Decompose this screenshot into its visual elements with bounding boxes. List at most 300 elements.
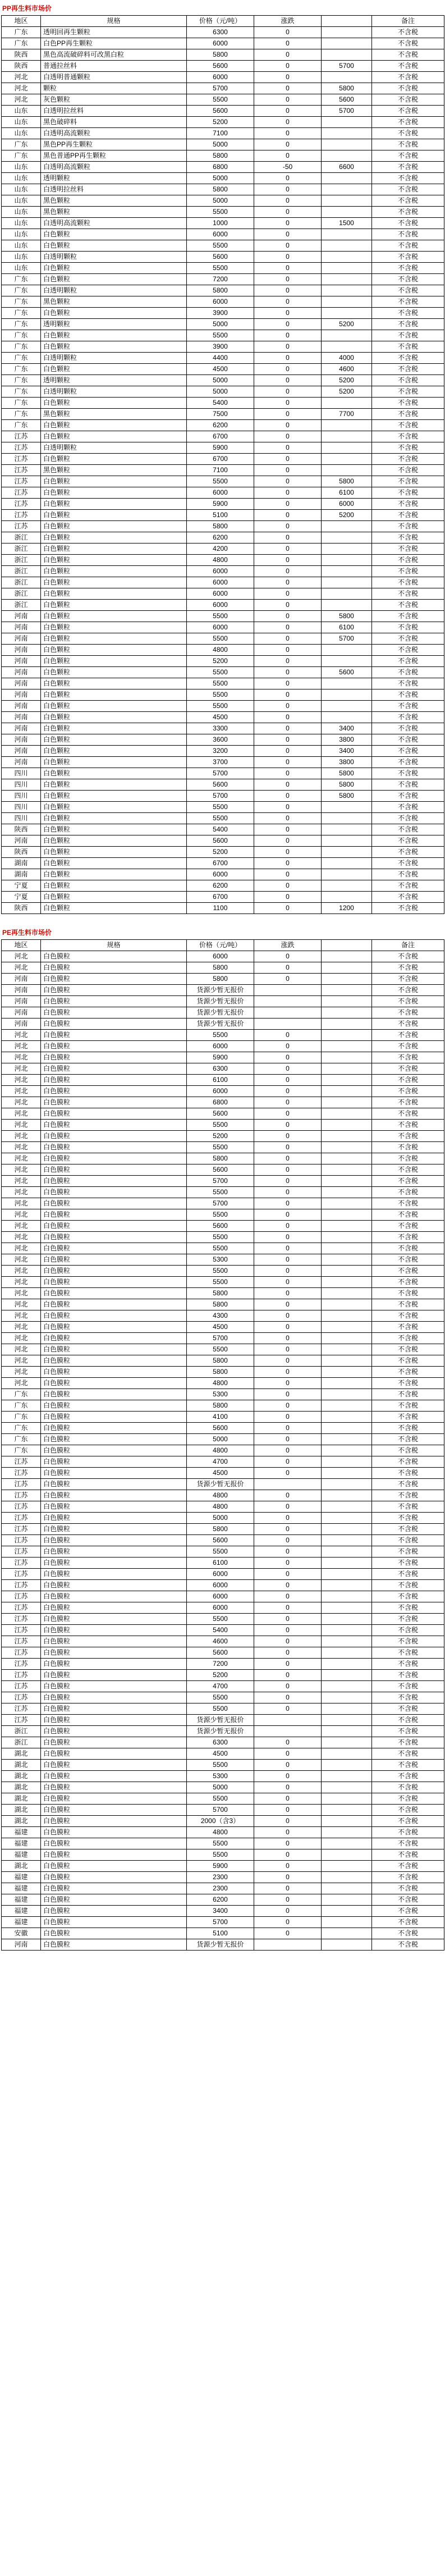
table-cell: 广东 [2, 375, 41, 386]
table-cell: 白色颗粒 [41, 454, 187, 465]
table-cell: 6000 [187, 1602, 254, 1614]
table-cell: 白色膜粒 [41, 1883, 187, 1894]
table-cell: 不含税 [372, 1479, 444, 1490]
table-cell: 5600 [187, 61, 254, 72]
table-cell: 0 [254, 678, 322, 689]
table-row [2, 229, 444, 240]
table-cell: 5500 [187, 1760, 254, 1771]
table-cell: 不含税 [372, 184, 444, 195]
table-cell [322, 1715, 372, 1726]
table-cell: 0 [254, 768, 322, 779]
table-cell: 5600 [187, 252, 254, 263]
table-cell: 广东 [2, 420, 41, 431]
table-cell: 不含税 [372, 1153, 444, 1164]
table-cell: 4500 [187, 1748, 254, 1760]
table-cell: 0 [254, 1838, 322, 1849]
table-cell: 5800 [187, 962, 254, 974]
table-cell [322, 1412, 372, 1423]
table-cell: 货源少暂无报价 [187, 985, 254, 996]
table-cell: 0 [254, 454, 322, 465]
table-cell: 河北 [2, 1333, 41, 1344]
table-cell: 0 [254, 38, 322, 49]
table-cell: 不含税 [372, 1715, 444, 1726]
table-row [2, 94, 444, 106]
table-cell: 湖南 [2, 869, 41, 880]
table-cell: 白色颗粒 [41, 734, 187, 746]
table-cell: 不含税 [372, 207, 444, 218]
table-cell: 不含税 [372, 409, 444, 420]
table-row [2, 117, 444, 128]
table-cell: 5500 [187, 1232, 254, 1243]
table-cell: 四川 [2, 813, 41, 824]
table-cell: 0 [254, 1254, 322, 1266]
table-cell: 0 [254, 1187, 322, 1198]
table-cell [322, 858, 372, 869]
table-cell: 白色膜粒 [41, 1063, 187, 1075]
table-cell [322, 813, 372, 824]
table-cell: 5500 [187, 330, 254, 341]
table-cell: 不含税 [372, 1277, 444, 1288]
table-cell: 不含税 [372, 667, 444, 678]
table-cell: 白色颗粒 [41, 869, 187, 880]
table-cell: 河北 [2, 1030, 41, 1041]
table-cell: 0 [254, 1221, 322, 1232]
table-row [2, 510, 444, 521]
table-cell: 0 [254, 1546, 322, 1558]
table-cell: 白色颗粒 [41, 521, 187, 532]
table-row [2, 49, 444, 61]
table-cell: 货源少暂无报价 [187, 996, 254, 1007]
table-cell: 0 [254, 951, 322, 962]
table-cell: 白色膜粒 [41, 1198, 187, 1209]
table-cell: 浙江 [2, 588, 41, 600]
table-cell: 3200 [187, 746, 254, 757]
table-cell: 0 [254, 499, 322, 510]
table-cell: 5800 [322, 476, 372, 487]
table-cell: 白色膜粒 [41, 1322, 187, 1333]
table-cell [322, 1703, 372, 1715]
table-row [2, 1266, 444, 1277]
table-cell: 0 [254, 566, 322, 577]
table-cell: 0 [254, 588, 322, 600]
table-cell: 河北 [2, 1232, 41, 1243]
table-cell: 白色颗粒 [41, 577, 187, 588]
table-row [2, 858, 444, 869]
table-cell: 不含税 [372, 1816, 444, 1827]
table-cell: 白色膜粒 [41, 1625, 187, 1636]
table-row [2, 1625, 444, 1636]
column-header [322, 16, 372, 27]
table-cell: 0 [254, 869, 322, 880]
table-cell: 4000 [322, 353, 372, 364]
table-cell: 0 [254, 1288, 322, 1299]
table-cell: 不含税 [372, 1928, 444, 1939]
table-cell: 白色膜粒 [41, 1007, 187, 1018]
table-cell [322, 263, 372, 274]
table-cell [322, 1243, 372, 1254]
table-cell: 1200 [322, 903, 372, 914]
table-cell: 不含税 [372, 1434, 444, 1445]
table-row [2, 768, 444, 779]
table-cell: 4800 [187, 1490, 254, 1501]
table-row [2, 1412, 444, 1423]
table-cell [322, 1187, 372, 1198]
table-cell: 陕西 [2, 824, 41, 835]
table-cell: 0 [254, 94, 322, 106]
table-cell [322, 1816, 372, 1827]
table-cell: 6000 [187, 869, 254, 880]
table-cell: 白色膜粒 [41, 1164, 187, 1176]
table-cell [322, 1209, 372, 1221]
table-row [2, 1434, 444, 1445]
table-cell: 不含税 [372, 1861, 444, 1872]
table-cell: 5500 [187, 263, 254, 274]
table-cell: 7200 [187, 1659, 254, 1670]
table-cell: 白色膜粒 [41, 1591, 187, 1602]
table-cell: 5200 [187, 1670, 254, 1681]
table-cell: 江苏 [2, 1546, 41, 1558]
table-cell: 0 [254, 1883, 322, 1894]
table-cell: 不含税 [372, 162, 444, 173]
table-cell: 0 [254, 195, 322, 207]
table-cell: 河北 [2, 1153, 41, 1164]
table-row [2, 678, 444, 689]
table-cell: 不含税 [372, 1412, 444, 1423]
table-cell: 4800 [187, 1445, 254, 1456]
table-cell: 5500 [187, 633, 254, 645]
table-cell: 不含税 [372, 1299, 444, 1310]
table-cell: 0 [254, 1400, 322, 1412]
table-cell: 5600 [187, 1164, 254, 1176]
table-row [2, 1647, 444, 1659]
table-cell: 5700 [187, 1805, 254, 1816]
table-cell: 不含税 [372, 1760, 444, 1771]
table-cell: 0 [254, 1052, 322, 1063]
table-cell: 不含税 [372, 139, 444, 150]
table-cell: 白色膜粒 [41, 1939, 187, 1951]
table-cell: 白色膜粒 [41, 1906, 187, 1917]
table-cell: 不含税 [372, 543, 444, 555]
table-cell: 白色颗粒 [41, 633, 187, 645]
table-cell: 白色膜粒 [41, 1131, 187, 1142]
table-cell: 7200 [187, 274, 254, 285]
table-cell: 0 [254, 701, 322, 712]
table-cell: 0 [254, 1198, 322, 1209]
table-cell: 1500 [322, 218, 372, 229]
table-row [2, 139, 444, 150]
table-cell: 不含税 [372, 1558, 444, 1569]
table-cell: 白透明颗粒 [41, 353, 187, 364]
table-row [2, 1198, 444, 1209]
table-cell: 5500 [187, 1692, 254, 1703]
table-cell: 白色膜粒 [41, 1670, 187, 1681]
table-cell: 陕西 [2, 61, 41, 72]
table-cell: 0 [254, 1030, 322, 1041]
table-cell: 0 [254, 1917, 322, 1928]
table-cell: 0 [254, 1333, 322, 1344]
table-cell: 0 [254, 962, 322, 974]
table-cell [322, 431, 372, 442]
table-cell [322, 1153, 372, 1164]
table-cell: 不含税 [372, 308, 444, 319]
table-cell: 1000 [187, 218, 254, 229]
table-cell: 0 [254, 1266, 322, 1277]
table-cell: 不含税 [372, 1075, 444, 1086]
table-cell: 5500 [187, 1849, 254, 1861]
table-cell [322, 1378, 372, 1389]
table-cell [254, 1726, 322, 1737]
table-cell: 河南 [2, 985, 41, 996]
table-cell: 不含税 [372, 499, 444, 510]
table-cell: 0 [254, 892, 322, 903]
table-cell: 白色颗粒 [41, 678, 187, 689]
table-cell [322, 1805, 372, 1816]
table-row [2, 1041, 444, 1052]
table-cell [322, 1535, 372, 1546]
table-cell: 湖北 [2, 1793, 41, 1805]
table-cell: 6000 [187, 38, 254, 49]
table-cell: 0 [254, 1748, 322, 1760]
table-cell: 0 [254, 645, 322, 656]
table-cell: 不含税 [372, 1883, 444, 1894]
table-cell: 河北 [2, 1243, 41, 1254]
table-row [2, 791, 444, 802]
table-row [2, 1793, 444, 1805]
table-cell: 河北 [2, 72, 41, 83]
table-cell: 不含税 [372, 622, 444, 633]
table-cell: 不含税 [372, 588, 444, 600]
table-cell [322, 1647, 372, 1659]
table-cell: 不含税 [372, 1198, 444, 1209]
table-cell: 不含税 [372, 1030, 444, 1041]
table-cell: 5500 [187, 611, 254, 622]
table-cell: 不含税 [372, 757, 444, 768]
table-cell: 不含税 [372, 701, 444, 712]
table-cell: 白色膜粒 [41, 985, 187, 996]
table-cell: 0 [254, 1827, 322, 1838]
table-cell: 5700 [187, 1198, 254, 1209]
table-cell: 山东 [2, 252, 41, 263]
table-cell: 不含税 [372, 1086, 444, 1097]
table-row [2, 962, 444, 974]
table-cell: 不含税 [372, 1445, 444, 1456]
table-cell: 4400 [187, 353, 254, 364]
table-cell [322, 1423, 372, 1434]
table-cell [322, 701, 372, 712]
table-row [2, 1378, 444, 1389]
table-row [2, 1120, 444, 1131]
table-cell: 4500 [187, 1322, 254, 1333]
table-cell: 不含税 [372, 1602, 444, 1614]
table-cell: 5100 [187, 1928, 254, 1939]
table-cell: 不含税 [372, 791, 444, 802]
table-cell: 货源少暂无报价 [187, 1479, 254, 1490]
table-row [2, 1007, 444, 1018]
table-cell: 河南 [2, 678, 41, 689]
table-cell: 0 [254, 1299, 322, 1310]
table-cell [322, 824, 372, 835]
table-cell [322, 1400, 372, 1412]
table-row [2, 1670, 444, 1681]
table-cell: 0 [254, 974, 322, 985]
table-cell: 白色颗粒 [41, 364, 187, 375]
table-cell: 白色颗粒 [41, 757, 187, 768]
table-row [2, 296, 444, 308]
table-cell: 0 [254, 1456, 322, 1468]
table-cell: 5400 [187, 398, 254, 409]
table-cell [322, 27, 372, 38]
table-cell: 不含税 [372, 61, 444, 72]
table-cell: 0 [254, 409, 322, 420]
table-cell: 不含税 [372, 510, 444, 521]
table-cell [322, 139, 372, 150]
table-cell: 0 [254, 1412, 322, 1423]
table-cell: 广东 [2, 364, 41, 375]
table-cell: 6100 [322, 622, 372, 633]
table-cell: 0 [254, 1063, 322, 1075]
table-cell: 5500 [187, 1344, 254, 1355]
table-cell [322, 985, 372, 996]
table-cell: 四川 [2, 779, 41, 791]
table-cell: 不含税 [372, 465, 444, 476]
table-cell: 河南 [2, 734, 41, 746]
table-cell: 0 [254, 880, 322, 892]
table-cell: 货源少暂无报价 [187, 1715, 254, 1726]
table-cell: 5800 [187, 1367, 254, 1378]
table-cell [322, 1086, 372, 1097]
table-cell: 不含税 [372, 1322, 444, 1333]
table-row [2, 465, 444, 476]
table-cell: 5500 [187, 1120, 254, 1131]
table-cell: 不含税 [372, 1131, 444, 1142]
table-cell: 0 [254, 543, 322, 555]
price-table [1, 15, 444, 914]
table-cell: 白色膜粒 [41, 1355, 187, 1367]
table-row [2, 521, 444, 532]
table-cell: 白色颗粒 [41, 768, 187, 779]
table-cell: 5500 [187, 94, 254, 106]
table-cell: 0 [254, 1501, 322, 1513]
table-cell: 白透明颗粒 [41, 442, 187, 454]
table-cell: 白透明颗粒 [41, 285, 187, 296]
table-cell: 0 [254, 1928, 322, 1939]
table-cell: 福建 [2, 1872, 41, 1883]
table-cell: 江苏 [2, 476, 41, 487]
table-cell: 白色膜粒 [41, 1737, 187, 1748]
table-cell: 河北 [2, 1086, 41, 1097]
table-cell: 不含税 [372, 768, 444, 779]
table-cell [322, 1681, 372, 1692]
table-cell: 0 [254, 1872, 322, 1883]
table-cell: 5900 [187, 499, 254, 510]
table-row [2, 38, 444, 49]
table-cell: 0 [254, 1894, 322, 1906]
table-cell: 黑色PP再生颗粒 [41, 139, 187, 150]
table-cell: 不含税 [372, 1041, 444, 1052]
table-cell: 不含税 [372, 813, 444, 824]
table-cell: 不含税 [372, 1703, 444, 1715]
table-cell: 山东 [2, 184, 41, 195]
table-cell: 6000 [187, 600, 254, 611]
table-cell: 0 [254, 1164, 322, 1176]
table-cell: 广东 [2, 330, 41, 341]
table-row [2, 173, 444, 184]
table-cell: 不含税 [372, 1726, 444, 1737]
table-cell [322, 1142, 372, 1153]
column-header: 规格 [41, 940, 187, 951]
table-cell: 6200 [187, 532, 254, 543]
table-cell: 不含税 [372, 1389, 444, 1400]
table-cell: 0 [254, 1793, 322, 1805]
table-row [2, 543, 444, 555]
table-cell: 白色膜粒 [41, 1726, 187, 1737]
table-cell [322, 1322, 372, 1333]
table-cell [322, 398, 372, 409]
table-cell: 5600 [187, 835, 254, 847]
table-cell: 0 [254, 218, 322, 229]
table-cell: 白色膜粒 [41, 1748, 187, 1760]
column-header: 价格（元/吨） [187, 16, 254, 27]
table-cell: 河南 [2, 1007, 41, 1018]
table-cell: 不含税 [372, 1737, 444, 1748]
table-cell: 黑色颗粒 [41, 409, 187, 420]
table-row [2, 633, 444, 645]
table-cell: 白色膜粒 [41, 1793, 187, 1805]
table-cell [322, 252, 372, 263]
table-cell: 河北 [2, 1063, 41, 1075]
table-cell: 5000 [187, 1434, 254, 1445]
table-cell: 3400 [322, 723, 372, 734]
table-cell: 5800 [187, 184, 254, 195]
table-cell: 0 [254, 1737, 322, 1748]
table-cell: 白色膜粒 [41, 1580, 187, 1591]
table-cell: 山东 [2, 240, 41, 252]
table-cell: 四川 [2, 802, 41, 813]
table-row [2, 454, 444, 465]
table-cell: 白色膜粒 [41, 951, 187, 962]
table-cell: 0 [254, 72, 322, 83]
table-cell: 白色颗粒 [41, 588, 187, 600]
table-row [2, 308, 444, 319]
table-cell [322, 600, 372, 611]
table-row [2, 656, 444, 667]
table-cell: 不含税 [372, 1288, 444, 1299]
table-cell: 0 [254, 1558, 322, 1569]
table-cell: 6000 [187, 1569, 254, 1580]
table-cell: 0 [254, 667, 322, 678]
table-cell: 5500 [187, 1030, 254, 1041]
table-cell: 0 [254, 813, 322, 824]
table-cell: 5500 [187, 1187, 254, 1198]
table-cell [322, 962, 372, 974]
table-cell [322, 1445, 372, 1456]
table-row [2, 1636, 444, 1647]
table-cell [322, 341, 372, 353]
table-cell [322, 1389, 372, 1400]
table-cell: 6300 [187, 1063, 254, 1075]
table-cell: 5500 [187, 476, 254, 487]
table-cell: 0 [254, 1692, 322, 1703]
table-cell: 不含税 [372, 1164, 444, 1176]
table-cell [322, 1310, 372, 1322]
table-cell: 广东 [2, 1412, 41, 1423]
table-cell: 不含税 [372, 974, 444, 985]
table-cell: 不含税 [372, 996, 444, 1007]
table-cell: 江苏 [2, 1479, 41, 1490]
table-row [2, 667, 444, 678]
table-row [2, 1086, 444, 1097]
table-cell: 0 [254, 364, 322, 375]
